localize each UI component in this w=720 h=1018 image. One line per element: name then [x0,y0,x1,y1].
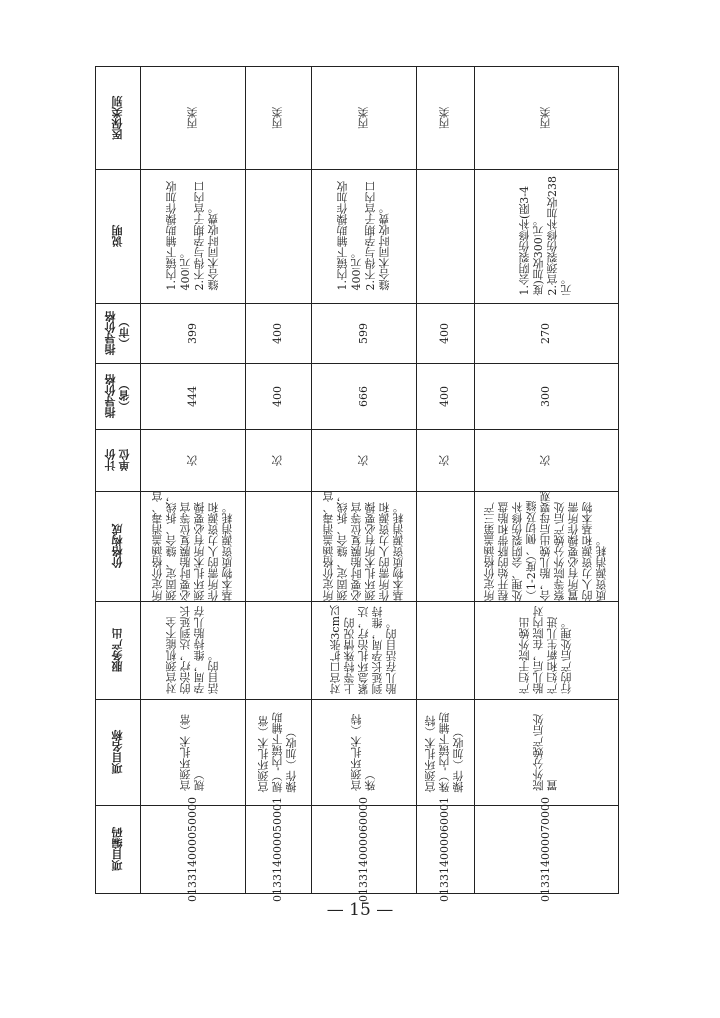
cell-insurance: 丙类 [271,106,284,129]
cell-unit: 次 [185,454,199,466]
price-table [95,66,619,902]
cell-name: 宫颈环扎术（常 规）-内镜下辅助 操作（加收） [257,711,298,793]
cell-code: 013314000050001 [271,796,284,902]
cell-insurance: 丙类 [438,106,451,129]
cell-price-province: 400 [271,385,284,407]
cell-price-city: 400 [271,322,284,344]
cell-notes [245,169,311,303]
cell-output [245,601,311,699]
header-price-province: 指导价格 （省） [103,374,131,418]
cell-notes: 1.会阴裂伤修补(限3-4 度)加收300元。 2.宫颈裂伤修补加收238 元。 [518,176,573,296]
cell-price-city: 399 [185,322,199,344]
cell-price-province: 444 [185,385,199,407]
cell-output: 对宫口扩张3cm以 上等特殊情况的 紧急环扎治疗，达 到延长孕周，维持 胎儿存活目的。 [328,605,398,695]
cell-name: 宫颈环扎术（特 殊） [349,713,377,791]
cell-notes [416,169,474,303]
cell-name: 宫颈环扎术（常 规） [178,713,206,791]
header-unit: 计价 单位 [103,449,131,471]
cell-code: 013314000050000 [185,796,199,902]
cell-unit: 次 [539,454,552,466]
cell-composition: 所定价格涵盖第三产 程开始的脐带和胎盘 处理、会阴裂伤修补 （1-2度）、侧切及缝 合，胎儿娩出后母婴观 察等院外分娩产后处 置所有必要操作所需 的人力资源和基本物 质资源消耗。 [483,491,608,601]
header-output: 服务产出 [110,628,124,672]
page-number-text: — 15 — [326,900,394,920]
cell-output [416,601,474,699]
page-number [0,900,720,920]
cell-output: 产妇于院外娩出 胎儿后，在院内对 产妇和新生儿进 行的产后处理。 [518,606,573,694]
cell-unit: 次 [356,454,370,466]
header-code: 项目编码 [110,827,124,871]
header-notes: 说明 [110,225,124,247]
cell-price-province: 400 [438,385,451,407]
cell-price-province: 666 [356,385,370,407]
header-price-city: 指导价格 （市） [103,311,131,355]
cell-price-city: 400 [438,322,451,344]
cell-name: 院外分娩产后处 置 [532,713,559,791]
cell-code: 013314000060001 [438,796,451,902]
cell-name: 宫颈环扎术（特 殊）-内镜下辅助 操作（加收） [424,711,465,793]
cell-composition [416,491,474,601]
header-composition: 价格构成 [110,524,124,568]
cell-code: 013314000070000 [539,796,552,902]
cell-insurance: 丙类 [185,106,199,129]
cell-price-city: 599 [356,322,370,344]
cell-composition [245,491,311,601]
cell-insurance: 丙类 [356,106,370,129]
cell-price-city: 270 [539,322,552,344]
cell-unit: 次 [271,454,284,466]
cell-code: 013314000060000 [356,796,370,902]
cell-unit: 次 [438,454,451,466]
header-name: 项目名称 [110,730,124,774]
cell-price-province: 300 [539,385,552,407]
cell-output: 对宫颈机能不全 的治疗，达到延长 孕周，维持胎儿存 活目的。 [164,606,220,694]
cell-composition: 所定价格涵盖消毒、宫 颈固定、缝合、拆线， 必要时胎膜复位等宫 颈环扎术所有必要操 作所需的人力资源和 基本物质资源消耗。 [321,491,405,601]
header-insurance: 医保类别 [110,95,124,140]
cell-composition: 所定价格涵盖消毒、宫 颈固定、缝合、拆线， 必要时胎膜复位等宫 颈环扎术所有必要操 作所需的人力资源和 基本物质资源消耗。 [150,491,234,601]
cell-insurance: 丙类 [539,106,552,129]
cell-notes: 1.内镜下辅助操作加收 400元。 2.不得与孕期子宫内口 缝合术同时收费。 [164,181,220,291]
cell-notes: 1.内镜下辅助操作加收 400元。 2.不得与孕期子宫内口 缝合术同时收费。 [335,181,391,291]
